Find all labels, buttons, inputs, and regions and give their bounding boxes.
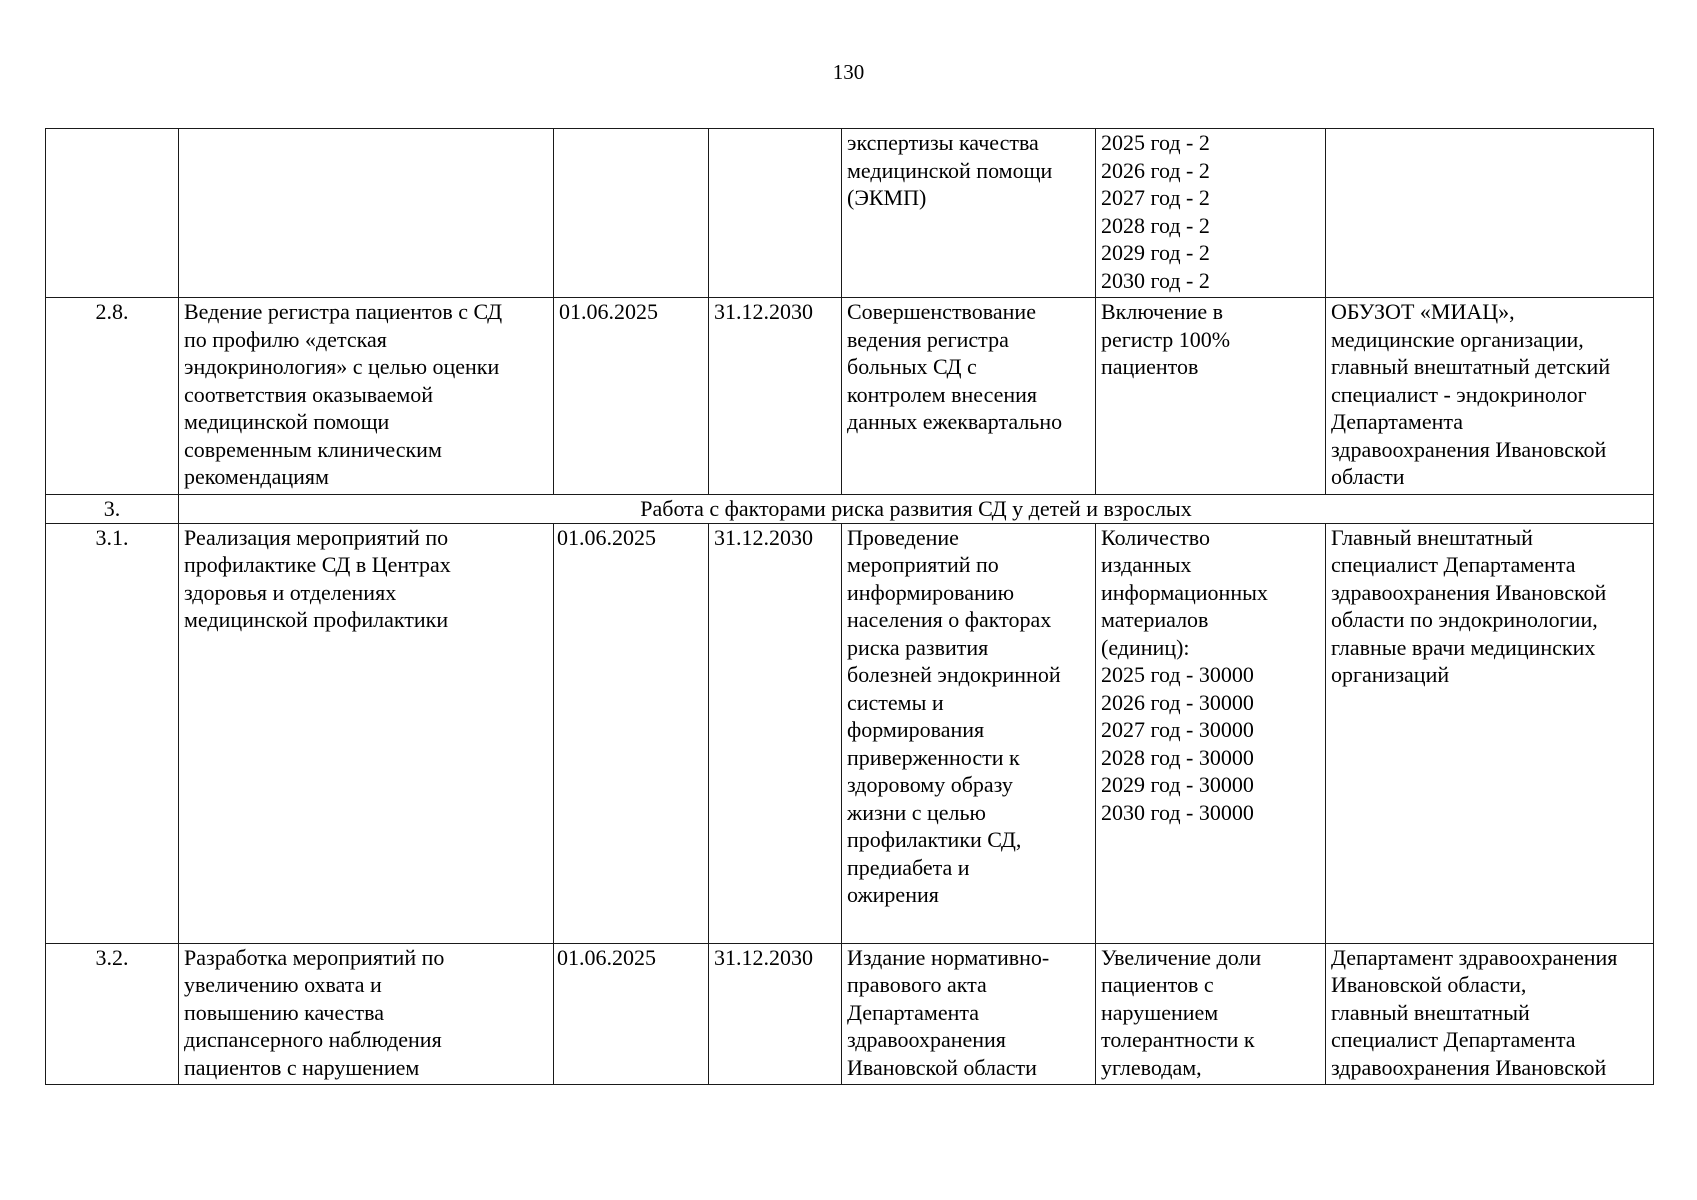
start-date-cell: 01.06.2025 [554,943,709,1084]
event-cell: Разработка мероприятий по увеличению охвата и повышению качества диспансерного наблюдения пациентов с нарушением [179,943,554,1084]
result-cell: Издание нормативно- правового акта Департамента здравоохранения Ивановской области [842,943,1096,1084]
result-cell: Совершенствование ведения регистра больных СД с контролем внесения данных ежеквартально [842,298,1096,495]
table-row [46,129,1654,298]
section-row [46,495,1654,524]
indicator-cell: 2025 год - 2 2026 год - 2 2027 год - 2 2028 год - 2 2029 год - 2 2030 год - 2 [1096,129,1326,298]
end-date-cell: 31.12.2030 [709,298,842,495]
result-cell: Проведение мероприятий по информированию населения о факторах риска развития болезней эндокринной системы и формирования приверженности к здоровому образу жизни с целью профилактики СД, предиабета и ожирения [842,523,1096,943]
row-number: 2.8. [46,298,179,495]
start-date-cell [554,129,709,298]
indicator-cell: Увеличение доли пациентов с нарушением толерантности к углеводам, [1096,943,1326,1084]
action-plan-table [45,128,1654,1085]
responsible-cell: ОБУЗОТ «МИАЦ», медицинские организации, главный внештатный детский специалист - эндокринолог Департамента здравоохранения Ивановской области [1326,298,1654,495]
end-date-cell: 31.12.2030 [709,523,842,943]
result-cell: экспертизы качества медицинской помощи (ЭКМП) [842,129,1096,298]
table-row [46,298,1654,495]
responsible-cell: Департамент здравоохранения Ивановской области, главный внештатный специалист Департамента здравоохранения Ивановской [1326,943,1654,1084]
start-date-cell: 01.06.2025 [554,298,709,495]
indicator-cell: Включение в регистр 100% пациентов [1096,298,1326,495]
row-number: 3.1. [46,523,179,943]
row-number: 3.2. [46,943,179,1084]
table-row [46,523,1654,943]
event-cell: Реализация мероприятий по профилактике СД в Центрах здоровья и отделениях медицинской профилактики [179,523,554,943]
section-title: Работа с факторами риска развития СД у детей и взрослых [179,495,1654,524]
table-row [46,943,1654,1084]
end-date-cell [709,129,842,298]
section-number: 3. [46,495,179,524]
start-date-cell: 01.06.2025 [554,523,709,943]
row-number [46,129,179,298]
responsible-cell: Главный внештатный специалист Департамента здравоохранения Ивановской области по эндокринологии, главные врачи медицинских организаций [1326,523,1654,943]
event-cell: Ведение регистра пациентов с СД по профилю «детская эндокринология» с целью оценки соответствия оказываемой медицинской помощи современным клиническим рекомендациям [179,298,554,495]
event-cell [179,129,554,298]
indicator-cell: Количество изданных информационных материалов (единиц): 2025 год - 30000 2026 год - 30000 2027 год - 30000 2028 год - 30000 2029 год - 30000 2030 год - 30000 [1096,523,1326,943]
page-number: 130 [832,60,865,84]
end-date-cell: 31.12.2030 [709,943,842,1084]
responsible-cell [1326,129,1654,298]
